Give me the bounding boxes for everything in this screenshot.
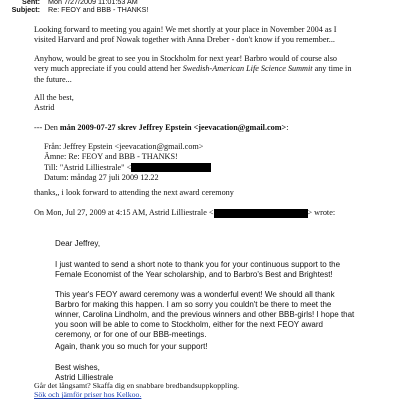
text-line: you soon will be able to come to Stockholm, either for the next FEOY award <box>55 320 323 329</box>
greeting: Dear Jeffrey, <box>55 239 101 248</box>
text-line: Female Economist of the Year scholarship, and to Barbro's Best and Brightest! <box>55 270 333 279</box>
intro-suffix: : <box>286 123 289 132</box>
signoff-name: Astrid <box>34 103 55 113</box>
text-line: ceremony, or for one of our BBB-meetings. <box>55 330 207 339</box>
intro-sender: mån 2009-07-27 skrev Jeffrey Epstein <jeevacation@gmail.com> <box>59 123 287 132</box>
summit-name: Swedish-American Life Science Summit <box>182 64 313 74</box>
subject-line: Ämne: Re: FEOY and BBB - THANKS! <box>44 152 178 162</box>
on-wrote-line <box>34 208 384 218</box>
reply-text: thanks,, i look forward to attending the next award ceremony <box>34 188 234 197</box>
reply-paragraph-2 <box>34 54 384 85</box>
text-line <box>34 123 384 133</box>
quoted-intro <box>34 123 384 133</box>
on-wrote-prefix: On Mon, Jul 27, 2009 at 4:15 AM, Astrid Lilliestrale < <box>34 208 214 217</box>
reply-paragraph-1 <box>34 25 384 46</box>
original-greeting <box>55 239 100 249</box>
intro-prefix: --- Den <box>34 123 60 132</box>
date-line: Datum: måndag 27 juli 2009 12.22 <box>44 172 159 182</box>
quoted-headers <box>44 142 394 183</box>
ad-text: Går det långsamt? Skaffa dig en snabbare bredbandsuppkoppling. <box>34 381 240 390</box>
text-span: very much appreciate if you could attend her <box>34 64 183 74</box>
redaction-box <box>131 163 211 172</box>
text-line: Looking forward to meeting you again! We met shortly at your place in November 2004 as I <box>34 25 337 34</box>
text-line: Barbro for making this happen. I am so sorry you couldn't be there to meet the <box>55 300 332 309</box>
sent-value: Mon 7/27/2009 11:01:53 AM <box>48 0 138 6</box>
kelkoo-link[interactable]: Sök och jämför priser hos Kelkoo. <box>34 390 142 400</box>
text-line <box>34 208 384 218</box>
subject-row <box>5 6 148 14</box>
on-wrote-suffix: > wrote: <box>307 208 336 217</box>
from-line: Från: Jeffrey Epstein <jeevacation@gmail.com> <box>44 142 204 151</box>
original-paragraph-3 <box>55 342 208 352</box>
text-line: Anyhow, would be great to see you in Stockholm for next year! Barbro would of course also <box>34 54 338 63</box>
original-paragraph-1 <box>55 260 340 280</box>
closing-line: Best wishes, <box>55 363 100 372</box>
text-line: winner, Carolina Lindholm, and the previous winners and other BBB-girls! I hope that <box>55 310 355 319</box>
redaction-box <box>214 209 308 218</box>
signoff-line: All the best, <box>34 93 74 102</box>
text-line: This year's FEOY award ceremony was a wonderful event! We should all thank <box>55 290 335 299</box>
subject-label: Subject: <box>11 5 40 14</box>
text-line: visited Harvard and prof Nowak together with Anna Dreber - don't know if you remember... <box>34 35 335 45</box>
closing-name: Astrid Lilliestrale <box>55 373 114 382</box>
to-line <box>44 163 394 173</box>
original-paragraph-2 <box>55 290 354 340</box>
text-line: I just wanted to send a short note to thank you for your continuous support to the <box>55 260 341 269</box>
text-line: the future... <box>34 74 72 84</box>
text-line: Again, thank you so much for your support! <box>55 342 208 351</box>
text-line <box>34 64 384 74</box>
subject-value: Re: FEOY and BBB - THANKS! <box>48 5 149 14</box>
sent-label: Sent: <box>22 0 40 6</box>
text-span: any time in <box>312 64 352 74</box>
reply-signoff <box>34 93 384 114</box>
footer-ad <box>34 381 239 400</box>
epstein-reply <box>34 188 384 198</box>
original-closing <box>55 363 113 383</box>
to-text: Till: "Astrid Lilliestrale" < <box>44 162 132 172</box>
